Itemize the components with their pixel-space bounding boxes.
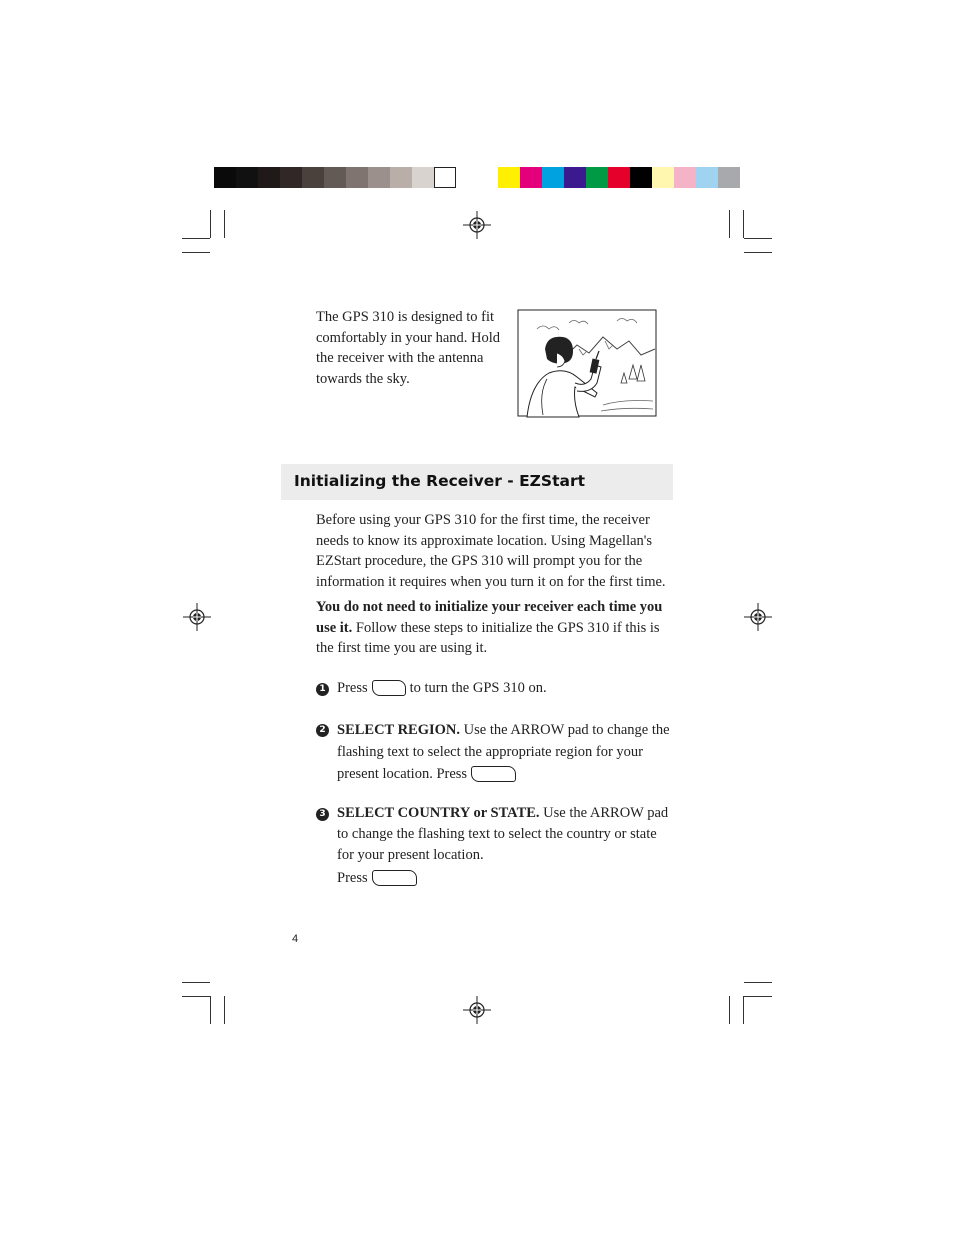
color-swatch xyxy=(498,167,520,188)
gray-swatch xyxy=(324,167,346,188)
registration-mark-icon xyxy=(183,603,211,631)
step-number-badge: 3 xyxy=(316,808,329,821)
gray-swatch xyxy=(390,167,412,188)
step-number-badge: 2 xyxy=(316,724,329,737)
crop-mark xyxy=(210,996,211,1024)
crop-mark xyxy=(744,252,772,253)
crop-mark xyxy=(729,210,730,238)
step-1 xyxy=(337,678,677,699)
crop-mark xyxy=(182,252,210,253)
enter-key-icon xyxy=(471,766,516,782)
color-swatch xyxy=(630,167,652,188)
color-swatch xyxy=(608,167,630,188)
section-title: Initializing the Receiver - EZStart xyxy=(294,472,585,490)
crop-mark xyxy=(210,210,211,238)
enter-key-icon xyxy=(372,870,417,886)
crop-mark xyxy=(182,982,210,983)
registration-mark-icon xyxy=(463,211,491,239)
gray-swatch xyxy=(412,167,434,188)
step-text: Use the ARROW pad to change the flashing text to select the country or state for your present location. xyxy=(337,805,669,863)
crop-mark xyxy=(182,996,210,997)
color-swatch xyxy=(718,167,740,188)
step-heading: SELECT COUNTRY or STATE. xyxy=(337,805,540,821)
color-swatch xyxy=(542,167,564,188)
step-text: Press xyxy=(337,870,368,886)
crop-mark xyxy=(744,982,772,983)
color-swatch xyxy=(674,167,696,188)
color-swatch xyxy=(520,167,542,188)
gray-swatch xyxy=(368,167,390,188)
step-2 xyxy=(337,719,677,785)
registration-mark-icon xyxy=(463,996,491,1024)
step-3 xyxy=(337,803,677,866)
color-swatch xyxy=(586,167,608,188)
gray-swatch xyxy=(346,167,368,188)
crop-mark xyxy=(743,996,744,1024)
gray-swatch xyxy=(258,167,280,188)
step-3-press xyxy=(337,868,421,889)
page-number: 4 xyxy=(292,933,299,945)
crop-mark xyxy=(224,996,225,1024)
crop-mark xyxy=(744,238,772,239)
step-heading: SELECT REGION. xyxy=(337,722,461,738)
color-swatch xyxy=(564,167,586,188)
gray-swatch xyxy=(434,167,456,188)
gray-swatch xyxy=(236,167,258,188)
body-paragraph: Before using your GPS 310 for the first time, the receiver needs to know its approximate location. Using Magellan's EZStart procedure, the GPS 310 will prompt you for the information it requires when you turn it on for the first time. xyxy=(316,512,666,590)
step-text: to turn the GPS 310 on. xyxy=(409,680,547,696)
power-key-icon xyxy=(372,680,406,696)
step-number-badge: 1 xyxy=(316,683,329,696)
body-paragraph-note xyxy=(316,597,676,659)
crop-mark xyxy=(224,210,225,238)
crop-mark xyxy=(744,996,772,997)
crop-mark xyxy=(729,996,730,1024)
gray-swatch xyxy=(214,167,236,188)
hiker-holding-gps-illustration xyxy=(517,309,658,419)
step-text: Press xyxy=(337,680,368,696)
color-swatch xyxy=(696,167,718,188)
note-text: Follow these steps to initialize the GPS 310 if this is the first time you are using it. xyxy=(316,619,660,656)
registration-mark-icon xyxy=(744,603,772,631)
crop-mark xyxy=(182,238,210,239)
step-text: Use the ARROW pad to change the flashing text to select the appropriate region for your present location. Press xyxy=(337,722,670,782)
gray-swatch xyxy=(302,167,324,188)
note-bold-text: You do not need to initialize your receiver each time you use it. xyxy=(316,599,663,636)
crop-mark xyxy=(743,210,744,238)
color-swatch xyxy=(652,167,674,188)
intro-paragraph: The GPS 310 is designed to fit comfortably in your hand. Hold the receiver with the antenna towards the sky. xyxy=(316,309,501,387)
gray-swatch xyxy=(280,167,302,188)
